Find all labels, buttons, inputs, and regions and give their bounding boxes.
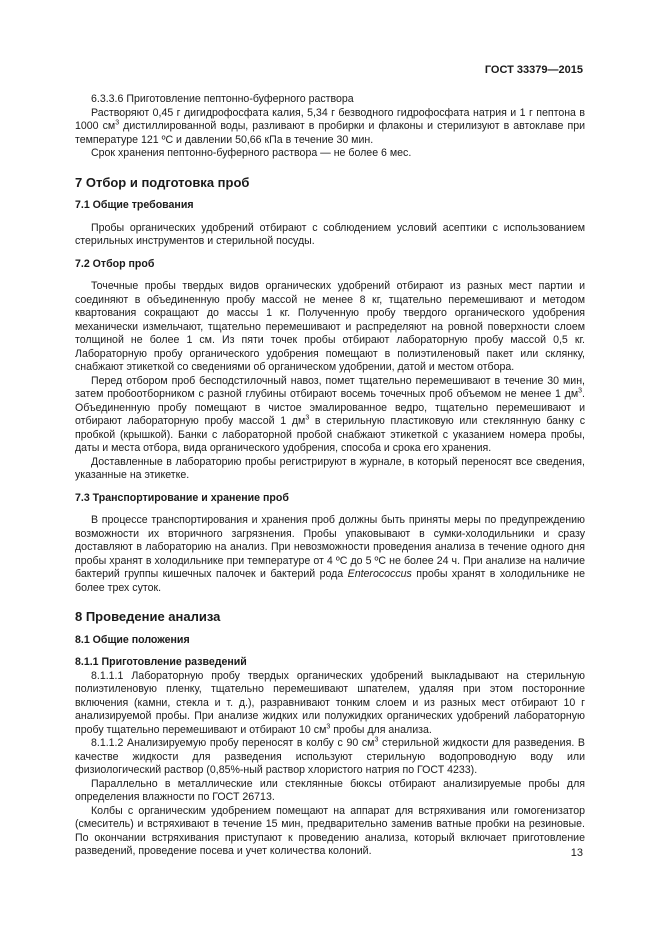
subsection-title-81: 8.1 Общие положения (75, 633, 190, 646)
subsection-title-71: 7.1 Общие требования (75, 199, 194, 211)
section-title-8: 8 Проведение анализа (75, 609, 221, 624)
paragraph-6336-storage: Срок хранения пептонно-буферного раствора — не более 6 мес. (91, 147, 412, 159)
paragraph-6336-recipe: Растворяют 0,45 г дигидрофосфата калия, 5,34 г безводного гидрофосфата натрия и 1 г пептона в 1000 $см^3$ дистиллированной воды, разливают в пробирки и флаконы и стерилизуют в автоклаве при температуре 121 ºС и давлении 50,66 кПа в течение 30 мин. (75, 106, 586, 146)
standard-number: ГОСТ 33379—2015 (484, 64, 583, 76)
paragraph-72-3: Доставленные в лабораторию пробы регистрируют в журнале, в который переносят все сведения, указанные на этикетке. (75, 455, 585, 481)
subsection-title-811: 8.1.1 Приготовление разведений (75, 656, 247, 668)
subsection-title-73: 7.3 Транспортирование и хранение проб (75, 491, 289, 504)
page-content (75, 93, 585, 859)
paragraph-moisture: Параллельно в металлические или стеклянные бюксы отбирают анализируемые пробы для определения влажности по ГОСТ 26713. (75, 777, 585, 803)
page-number: 13 (570, 847, 583, 859)
paragraph-73: В процессе транспортирования и хранения проб должны быть приняты меры по предупреждению возможности их вторичного загрязнения. Пробы упаковывают в сумки-холодильники и сразу доставляют в лабораторию на анализ. При невозможности проведения анализа в течение одного дня пробы хранят в холодильнике при температуре от 4 ºС до 5 ºС не более 24 ч. При анализе на наличие бактерий группы кишечных палочек и бактерий рода Enterococcus пробы хранят в холодильнике не более трех суток. (75, 514, 585, 594)
paragraph-72-2: Перед отбором проб бесподстилочный навоз, помет тщательно перемешивают в течение 30 мин, затем пробоотборником с разной глубины отбирают восемь точечных проб объемом не менее 1 $дм^3$. Объединенную пробу помещают в чистое эмалированное ведро, тщательно перемешивают и отбирают лабораторную пробу массой 1 $дм^3$ в стерильную пластиковую или стеклянную банку с пробкой (крышкой). Банки с лабораторной пробой снабжают этикеткой с указанием номера пробы, даты и места отбора, вида органического удобрения, способа и срока его хранения. (75, 374, 585, 454)
paragraph-shaking: Колбы с органическим удобрением помещают на аппарат для встряхивания или гомогенизатор (смеситель) и встряхивают в течение 15 мин, предварительно заменив ватные пробки на резиновые. По окончании встряхивания приступают к проведению анализа, который включает приготовление разведений, проведение посева и учет количества колоний. (75, 804, 585, 857)
paragraph-72-1: Точечные пробы твердых видов органических удобрений отбирают из разных мест партии и соединяют в объединенную пробу массой не менее 8 кг, тщательно перемешивают и методом квартования сокращают до массы 1 кг. Полученную пробу твердого органического удобрения механически измельчают, тщательно перемешивают и распределяют на ровной поверхности слоем толщиной не более 1 см. Из пяти точек пробы отбирают лабораторную пробу массой 0,5 кг. Лабораторную пробу органического удобрения помещают в полиэтиленовый пакет или склянку, снабжают этикеткой со сведениями об органическом удобрении, датой и местом отбора. (75, 280, 585, 373)
subsection-title-6336: 6.3.3.6 Приготовление пептонно-буферного раствора (91, 93, 354, 105)
section-title-7: 7 Отбор и подготовка проб (75, 174, 250, 190)
paragraph-8112: 8.1.1.2 Анализируемую пробу переносят в колбу с 90 $см^3$ стерильной жидкости для разведения. В качестве жидкости для разведения используют стерильную водопроводную воду или физиологический раствор (0,85%-ный раствор хлористого натрия по ГОСТ 4233). (75, 736, 585, 776)
paragraph-71: Пробы органических удобрений отбирают с соблюдением условий асептики с использованием стерильных инструментов и стерильной посуды. (75, 221, 585, 247)
paragraph-8111: 8.1.1.1 Лабораторную пробу твердых органических удобрений выкладывают на стерильную полиэтиленовую пленку, тщательно перемешивают шпателем, удаляя при этом посторонние включения (камни, стекла и т. д.), разравнивают тонким слоем и из разных мест отбирают 10 г анализируемой пробы. При анализе жидких или полужидких органических удобрений лабораторную пробу тщательно перемешивают и отбирают 10 $см^3$ пробы для анализа. (75, 669, 585, 736)
subsection-title-72: 7.2 Отбор проб (75, 257, 155, 270)
